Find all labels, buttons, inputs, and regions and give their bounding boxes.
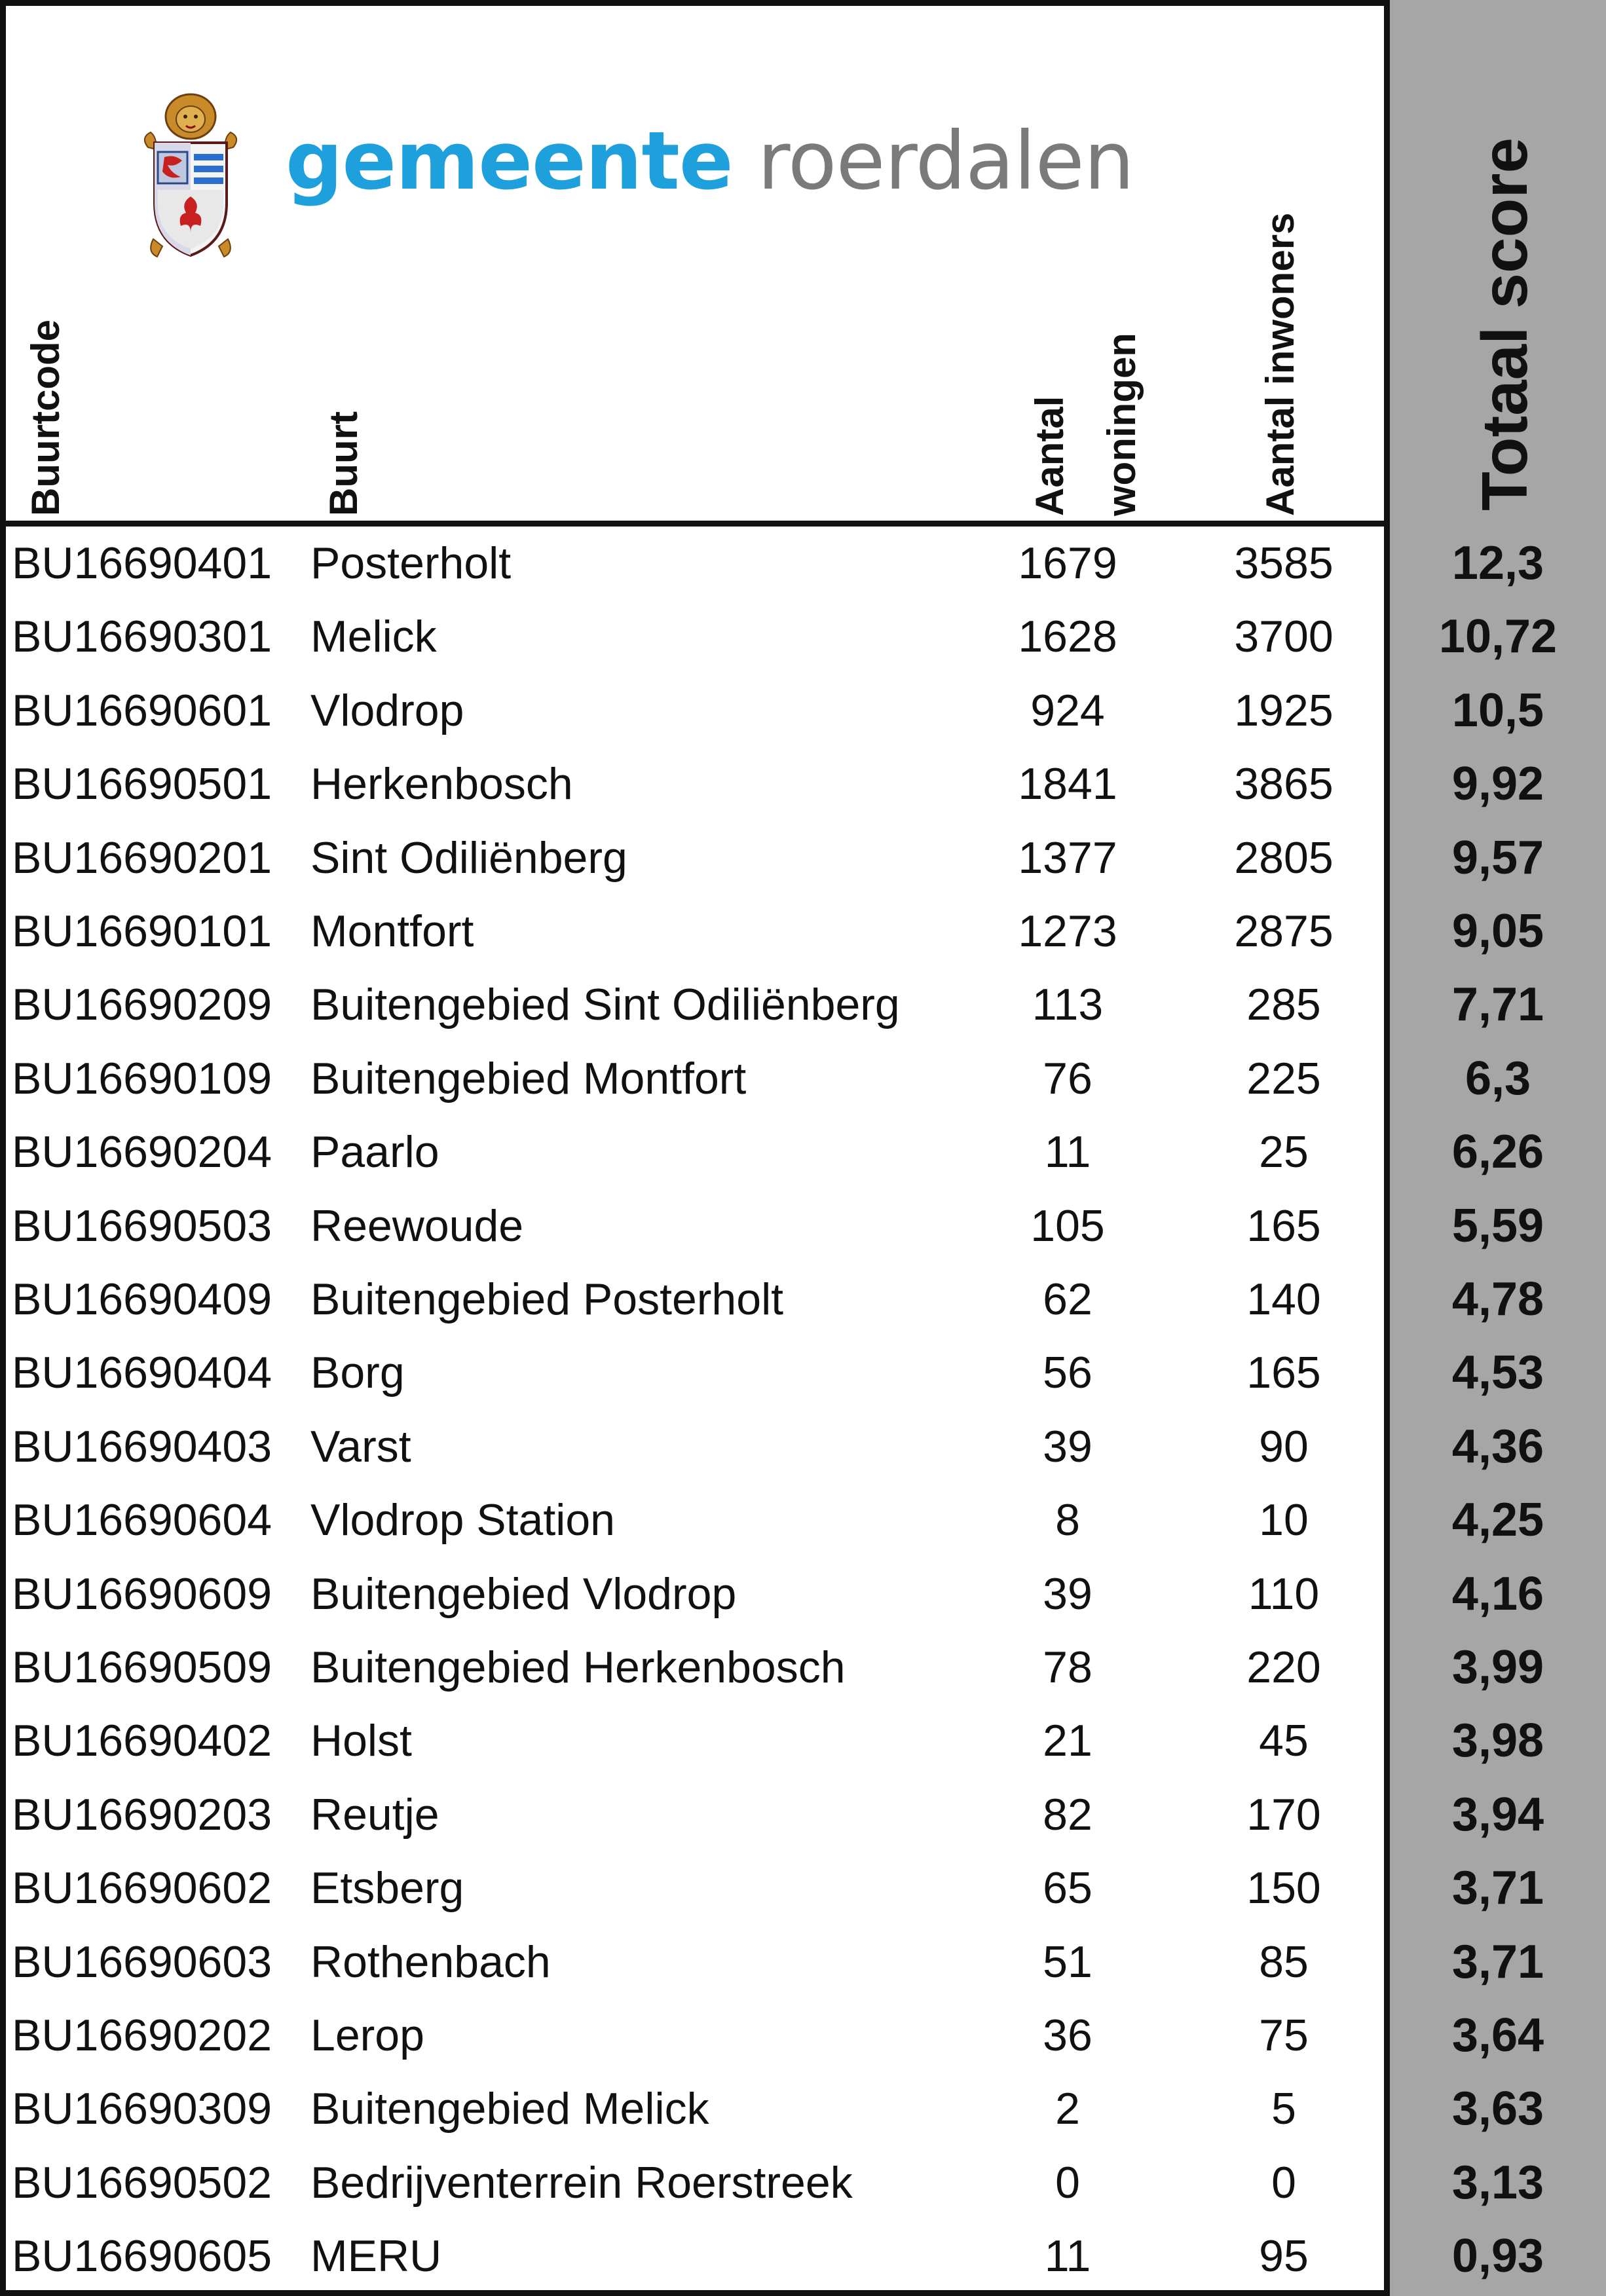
cell-aantal-inwoners: 225 [1246,1054,1321,1103]
cell-buurtcode: BU16690309 [12,2084,272,2134]
cell-buurt: Buitengebied Vlodrop [310,1569,737,1619]
cell-totaal-score: 3,98 [1451,1714,1544,1767]
cell-aantal-inwoners: 110 [1248,1569,1320,1619]
cell-buurt: Reewoude [310,1201,524,1251]
cell-aantal-inwoners: 95 [1259,2231,1309,2281]
cell-buurt: Vlodrop [310,686,464,735]
cell-aantal-inwoners: 85 [1259,1937,1309,1987]
cell-buurtcode: BU16690209 [12,980,272,1029]
cell-aantal-woningen: 1273 [1018,906,1117,956]
cell-buurt: Etsberg [310,1863,464,1913]
table-row [0,747,1606,821]
cell-buurtcode: BU16690204 [12,1127,272,1177]
table-row [0,600,1606,673]
cell-aantal-woningen: 56 [1043,1348,1092,1398]
cell-aantal-woningen: 21 [1043,1716,1092,1766]
cell-buurt: Montfort [310,906,474,956]
cell-aantal-inwoners: 75 [1259,2010,1309,2060]
cell-totaal-score: 6,3 [1465,1052,1531,1105]
cell-buurt: Lerop [310,2010,424,2060]
cell-aantal-inwoners: 45 [1259,1716,1309,1766]
table-row [0,1925,1606,1999]
table-row [0,968,1606,1041]
cell-buurt: Reutje [310,1790,439,1840]
cell-aantal-inwoners: 0 [1271,2158,1296,2208]
cell-totaal-score: 0,93 [1451,2230,1544,2282]
cell-buurtcode: BU16690401 [12,538,272,588]
cell-totaal-score: 6,26 [1451,1126,1544,1178]
table-row [0,1851,1606,1925]
table-row [0,1189,1606,1263]
cell-totaal-score: 9,57 [1451,832,1544,884]
cell-totaal-score: 3,63 [1451,2083,1544,2135]
cell-totaal-score: 4,78 [1451,1273,1544,1325]
cell-aantal-woningen: 1841 [1018,759,1117,809]
cell-buurtcode: BU16690202 [12,2010,272,2060]
header-aantal-inwoners: Aantal inwoners [1258,212,1302,516]
cell-aantal-woningen: 39 [1043,1569,1092,1619]
cell-aantal-inwoners: 5 [1271,2084,1296,2134]
cell-aantal-inwoners: 220 [1246,1642,1321,1692]
cell-aantal-woningen: 2 [1055,2084,1080,2134]
cell-buurtcode: BU16690605 [12,2231,272,2281]
cell-buurt: Buitengebied Sint Odiliënberg [310,980,900,1029]
cell-aantal-woningen: 78 [1043,1642,1092,1692]
cell-aantal-inwoners: 165 [1246,1201,1321,1251]
cell-aantal-woningen: 1679 [1018,538,1117,588]
cell-aantal-woningen: 8 [1055,1495,1080,1545]
cell-totaal-score: 3,13 [1451,2157,1544,2209]
cell-aantal-woningen: 36 [1043,2010,1092,2060]
cell-buurtcode: BU16690604 [12,1495,272,1545]
cell-totaal-score: 10,72 [1438,610,1558,663]
cell-aantal-inwoners: 285 [1246,980,1321,1029]
cell-aantal-inwoners: 3700 [1234,612,1334,661]
cell-totaal-score: 4,53 [1451,1346,1544,1399]
cell-aantal-woningen: 11 [1044,2231,1091,2281]
table-row [0,1778,1606,1851]
cell-buurtcode: BU16690101 [12,906,272,956]
table-row [0,1557,1606,1631]
table-row [0,821,1606,895]
cell-buurtcode: BU16690602 [12,1863,272,1913]
header-woningen-line2: woningen [1100,333,1144,516]
cell-buurt: MERU [310,2231,442,2281]
cell-buurtcode: BU16690501 [12,759,272,809]
table-row [0,1999,1606,2072]
table-row [0,674,1606,747]
table-row [0,1042,1606,1115]
cell-buurtcode: BU16690402 [12,1716,272,1766]
table-row [0,895,1606,968]
cell-buurtcode: BU16690601 [12,686,272,735]
cell-buurt: Herkenbosch [310,759,573,809]
table-row [0,1631,1606,1704]
table-row [0,2072,1606,2145]
cell-buurt: Paarlo [310,1127,439,1177]
cell-buurtcode: BU16690502 [12,2158,272,2208]
cell-totaal-score: 3,71 [1451,1936,1544,1988]
table-row [0,2219,1606,2293]
coat-of-arms-lion-icon [128,92,253,262]
cell-aantal-inwoners: 2875 [1234,906,1334,956]
header-buurtcode: Buurtcode [24,320,67,516]
cell-totaal-score: 12,3 [1451,537,1544,589]
cell-buurtcode: BU16690503 [12,1201,272,1251]
logo-word-roerdalen: roerdalen [757,115,1134,208]
cell-buurt: Buitengebied Montfort [310,1054,747,1103]
cell-buurt: Bedrijventerrein Roerstreek [310,2158,853,2208]
cell-buurt: Buitengebied Herkenbosch [310,1642,846,1692]
cell-buurtcode: BU16690404 [12,1348,272,1398]
header-buurt: Buurt [322,411,365,516]
table-row [0,1263,1606,1336]
cell-aantal-woningen: 1628 [1018,612,1117,661]
cell-buurt: Holst [310,1716,412,1766]
cell-aantal-inwoners: 3585 [1234,538,1334,588]
cell-aantal-woningen: 924 [1030,686,1105,735]
cell-buurtcode: BU16690403 [12,1422,272,1472]
table-row [0,1410,1606,1483]
cell-buurt: Buitengebied Melick [310,2084,709,2134]
cell-buurt: Posterholt [310,538,512,588]
table-row [0,1483,1606,1557]
table-row [0,1704,1606,1777]
table-row [0,1115,1606,1189]
cell-aantal-woningen: 113 [1032,980,1104,1029]
cell-buurt: Borg [310,1348,405,1398]
table-row [0,1336,1606,1409]
cell-aantal-woningen: 1377 [1018,833,1117,883]
header-aantal-woningen [1014,333,1158,516]
cell-aantal-inwoners: 10 [1259,1495,1309,1545]
cell-aantal-inwoners: 150 [1246,1863,1321,1913]
cell-buurtcode: BU16690609 [12,1569,272,1619]
cell-totaal-score: 5,59 [1451,1200,1544,1252]
cell-aantal-woningen: 0 [1055,2158,1080,2208]
cell-totaal-score: 7,71 [1451,978,1544,1031]
cell-buurt: Varst [310,1422,411,1472]
cell-buurt: Vlodrop Station [310,1495,615,1545]
cell-totaal-score: 3,64 [1451,2009,1544,2062]
cell-totaal-score: 10,5 [1451,684,1544,737]
header-woningen-line1: Aantal [1028,396,1072,516]
header-totaal-score: Totaal score [1468,137,1541,511]
cell-aantal-woningen: 105 [1030,1201,1105,1251]
cell-aantal-woningen: 51 [1043,1937,1092,1987]
cell-buurtcode: BU16690301 [12,612,272,661]
logo-word-gemeente: gemeente [286,115,733,208]
cell-aantal-woningen: 76 [1043,1054,1092,1103]
cell-buurt: Rothenbach [310,1937,551,1987]
header-divider [0,521,1384,527]
cell-aantal-inwoners: 2805 [1234,833,1334,883]
cell-buurtcode: BU16690509 [12,1642,272,1692]
cell-aantal-woningen: 39 [1043,1422,1092,1472]
cell-aantal-inwoners: 170 [1246,1790,1321,1840]
municipality-name [286,115,1134,208]
cell-aantal-inwoners: 140 [1246,1274,1321,1324]
cell-aantal-inwoners: 3865 [1234,759,1334,809]
cell-totaal-score: 9,05 [1451,905,1544,957]
cell-totaal-score: 3,99 [1451,1641,1544,1694]
cell-aantal-woningen: 82 [1043,1790,1092,1840]
cell-buurt: Sint Odiliënberg [310,833,627,883]
cell-buurt: Melick [310,612,437,661]
cell-aantal-inwoners: 25 [1259,1127,1309,1177]
cell-totaal-score: 4,36 [1451,1420,1544,1473]
cell-buurtcode: BU16690603 [12,1937,272,1987]
cell-aantal-woningen: 62 [1043,1274,1092,1324]
cell-aantal-inwoners: 90 [1259,1422,1309,1472]
table-row [0,2146,1606,2219]
cell-aantal-woningen: 11 [1044,1127,1091,1177]
cell-totaal-score: 4,25 [1451,1494,1544,1546]
cell-aantal-woningen: 65 [1043,1863,1092,1913]
cell-buurtcode: BU16690203 [12,1790,272,1840]
cell-buurtcode: BU16690201 [12,833,272,883]
cell-buurtcode: BU16690109 [12,1054,272,1103]
cell-aantal-inwoners: 1925 [1234,686,1334,735]
cell-totaal-score: 4,16 [1451,1568,1544,1620]
cell-totaal-score: 9,92 [1451,758,1544,810]
cell-buurtcode: BU16690409 [12,1274,272,1324]
cell-totaal-score: 3,94 [1451,1788,1544,1841]
cell-buurt: Buitengebied Posterholt [310,1274,784,1324]
table-row [0,527,1606,600]
cell-aantal-inwoners: 165 [1246,1348,1321,1398]
cell-totaal-score: 3,71 [1451,1862,1544,1914]
